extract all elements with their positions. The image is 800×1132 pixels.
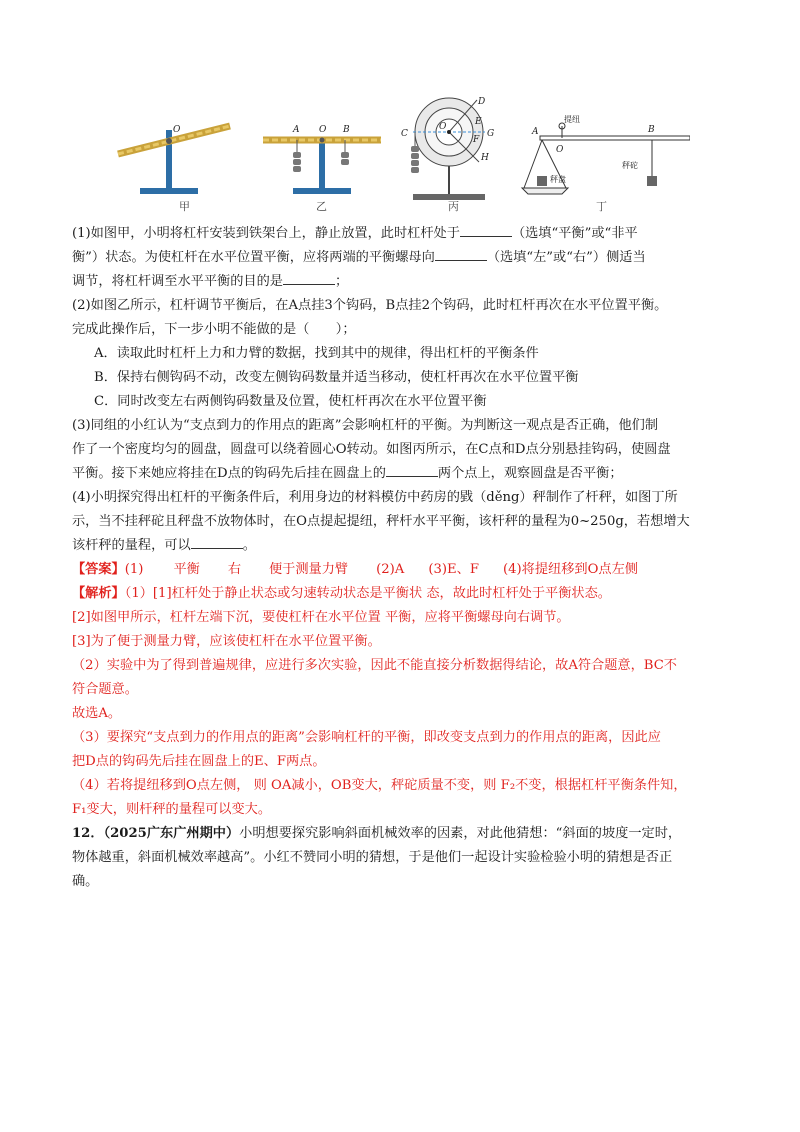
answer-item: (4)将提纽移到O点左侧 — [503, 562, 638, 577]
question-12-line3: 确。 — [72, 874, 99, 889]
analysis-line: （4）若将提纽移到O点左侧， 则 OA减小，OB变大，秤砣质量不变，则 F₂不变，根据杠杆平衡条件知， — [72, 778, 687, 793]
q-part4-line1: (4)小明探究得出杠杆的平衡条件后，利用身边的材料模仿中药房的戥（děng）秤制作了杆秤，如图丁所 — [72, 490, 678, 505]
q-part4-line3b: 。 — [242, 538, 256, 553]
option-c: C．同时改变左右两侧钩码数量及位置，使杠杆再次在水平位置平衡 — [94, 394, 487, 409]
answer-item: (1) — [124, 562, 144, 577]
answer-item: 便于测量力臂 — [269, 562, 349, 577]
label-e: E — [475, 117, 482, 127]
label-f: F — [473, 135, 480, 145]
question-12-line2: 物体越重，斜面机械效率越高”。小红不赞同小明的猜想，于是他们一起设计实验检验小明的猜想是否正 — [72, 850, 673, 865]
label-a: A — [293, 125, 300, 135]
analysis-line: （1）[1]杠杆处于静止状态或匀速转动状态是平衡状 态，故此时杠杆处于平衡状态。 — [124, 586, 611, 601]
q-part1-line1b: （选填“平衡”或“非平 — [511, 226, 638, 241]
label-tiniu: 提纽 — [564, 115, 580, 124]
answer-blank — [460, 222, 512, 237]
question-source: （2025广东广州期中） — [103, 826, 240, 841]
option-a: A．读取此时杠杆上力和力臂的数据，找到其中的规律，得出杠杆的平衡条件 — [94, 346, 539, 361]
q-part4-line2: 示，当不挂秤砣且秤盘不放物体时，在O点提起提纽，秤杆水平平衡，该杆秤的量程为0~250g，若想增大 — [72, 514, 690, 529]
q-part1-line3b: ； — [335, 274, 349, 289]
analysis-tag: 【解析】 — [72, 586, 125, 601]
figure-yi — [255, 96, 385, 196]
q-part4-line3a: 该杆秤的量程，可以 — [72, 538, 191, 553]
q-part1-line3a: 调节，将杠杆调至水平平衡的目的是 — [72, 274, 283, 289]
label-chengtuo: 秤砣 — [622, 161, 638, 170]
figure-bing — [395, 96, 505, 206]
caption-ding: 丁 — [596, 200, 607, 213]
label-c: C — [401, 129, 408, 139]
label-a: A — [532, 127, 539, 137]
label-d: D — [478, 97, 486, 107]
option-b: B．保持右侧钩码不动，改变左侧钩码数量并适当移动，使杠杆再次在水平位置平衡 — [94, 370, 579, 385]
q-part2-line1: (2)如图乙所示，杠杆调节平衡后，在A点挂3个钩码，B点挂2个钩码，此时杠杆再次在水平位置平衡。 — [72, 298, 668, 313]
analysis-line: （2）实验中为了得到普遍规律，应进行多次实验，因此不能直接分析数据得结论，故A符合题意，BC不 — [72, 658, 677, 673]
answer-item: (3)E、F — [428, 562, 479, 577]
answer-item: 平衡 — [173, 562, 200, 577]
analysis-line: 把D点的钩码先后挂在圆盘上的E、F两点。 — [72, 754, 326, 769]
answer-blank — [283, 270, 335, 285]
label-h: H — [481, 153, 489, 163]
analysis-line: [3]为了便于测量力臂，应该使杠杆在水平位置平衡。 — [72, 634, 381, 649]
caption-yi: 乙 — [316, 200, 327, 213]
figure-jia — [110, 96, 250, 196]
question-number: 12． — [72, 826, 104, 841]
q-part1-line1: (1)如图甲，小明将杠杆安装到铁架台上，静止放置，此时杠杆处于 — [72, 226, 460, 241]
q-part2-line2: 完成此操作后，下一步小明不能做的是（ ）； — [72, 322, 356, 337]
analysis-line: F₁变大，则杆秤的量程可以变大。 — [72, 802, 272, 817]
analysis-line: （3）要探究“支点到力的作用点的距离”会影响杠杆的平衡，即改变支点到力的作用点的距离，因此应 — [72, 730, 661, 745]
label-o: O — [319, 125, 327, 135]
answer-item: (2)A — [376, 562, 405, 577]
caption-bing: 丙 — [448, 200, 459, 213]
question-text: 小明想要探究影响斜面机械效率的因素，对此他猜想：“斜面的坡度一定时， — [239, 826, 682, 841]
analysis-line: 故选A。 — [72, 706, 122, 721]
q-part3-line3a: 平衡。接下来她应将挂在D点的钩码先后挂在圆盘上的 — [72, 466, 386, 481]
figure-ding — [520, 96, 690, 196]
answer-item: 右 — [227, 562, 241, 577]
analysis-line: [2]如图甲所示，杠杆左端下沉，要使杠杆在水平位置 平衡，应将平衡螺母向右调节。 — [72, 610, 570, 625]
q-part1-line2b: （选填“左”或“右”）侧适当 — [486, 250, 646, 265]
caption-jia: 甲 — [179, 200, 190, 213]
label-b: B — [343, 125, 350, 135]
answer-tag: 【答案】 — [72, 562, 125, 577]
label-o: O — [556, 145, 564, 155]
q-part3-line3b: 两个点上，观察圆盘是否平衡； — [437, 466, 623, 481]
answer-line — [72, 558, 732, 582]
question-11 — [72, 222, 732, 894]
answer-blank — [435, 246, 487, 261]
label-g: G — [487, 129, 495, 139]
answer-blank — [191, 534, 243, 549]
q-part1-line2a: 衡”）状态。为使杠杆在水平位置平衡，应将两端的平衡螺母向 — [72, 250, 435, 265]
q-part3-line1: (3)同组的小红认为“支点到力的作用点的距离”会影响杠杆的平衡。为判断这一观点是否正确，他们制 — [72, 418, 659, 433]
question-12-line1 — [72, 822, 732, 846]
label-b: B — [648, 125, 655, 135]
analysis-line: 符合题意。 — [72, 682, 138, 697]
label-o: O — [439, 122, 447, 132]
label-chengpan: 秤盘 — [550, 175, 566, 184]
answer-blank — [386, 462, 438, 477]
label-o: O — [173, 125, 181, 135]
q-part3-line2: 作了一个密度均匀的圆盘，圆盘可以绕着圆心O转动。如图丙所示，在C点和D点分别悬挂钩码，使圆盘 — [72, 442, 671, 457]
